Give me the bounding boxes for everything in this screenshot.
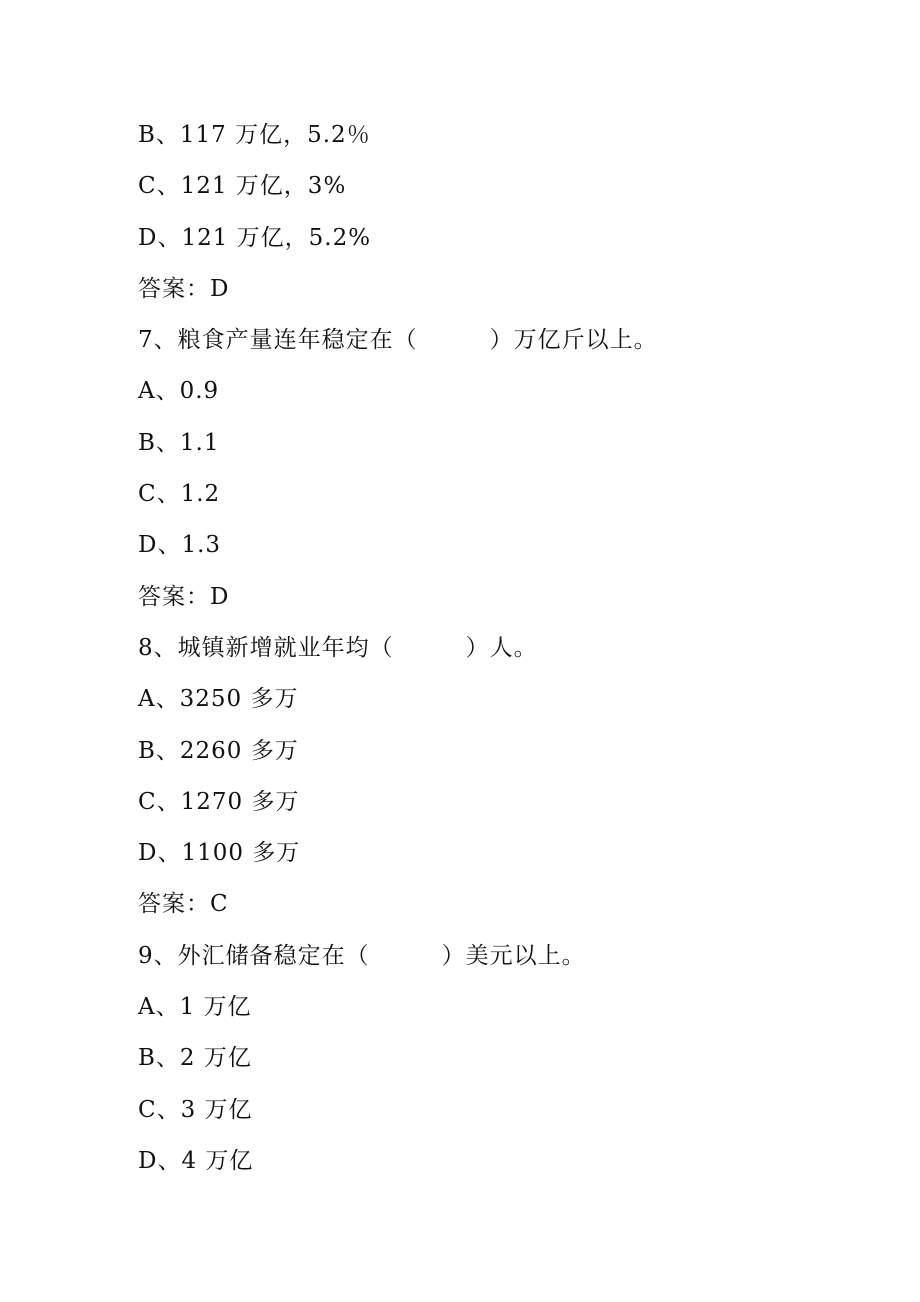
question-9: 9、外汇储备稳定在（ ）美元以上。 <box>138 942 586 969</box>
option-b-q9: B、2 万亿 <box>138 1045 252 1072</box>
document-body <box>138 110 878 1187</box>
question-7: 7、粮食产量连年稳定在（ ）万亿斤以上。 <box>138 327 658 354</box>
option-d-q8: D、1100 多万 <box>138 840 301 867</box>
option-a-q8: A、3250 多万 <box>138 686 299 713</box>
option-d-q6: D、121 万亿，5.2% <box>138 224 372 251</box>
answer-q6: 答案：D <box>138 275 230 302</box>
option-b-q8: B、2260 多万 <box>138 737 299 764</box>
option-d-q9: D、4 万亿 <box>138 1147 254 1174</box>
option-a-q9: A、1 万亿 <box>138 994 252 1021</box>
answer-q7: 答案：D <box>138 583 230 610</box>
option-c-q9: C、3 万亿 <box>138 1096 253 1123</box>
option-c-q8: C、1270 多万 <box>138 788 300 815</box>
option-c-q6: C、121 万亿，3% <box>138 173 347 200</box>
option-c-q7: C、1.2 <box>138 481 221 508</box>
option-b-q6: B、117 万亿，5.2％ <box>138 122 371 148</box>
option-d-q7: D、1.3 <box>138 532 222 559</box>
option-a-q7: A、0.9 <box>138 378 220 405</box>
option-b-q7: B、1.1 <box>138 429 220 456</box>
answer-q8: 答案：C <box>138 891 229 918</box>
question-8: 8、城镇新增就业年均（ ）人。 <box>138 634 538 661</box>
